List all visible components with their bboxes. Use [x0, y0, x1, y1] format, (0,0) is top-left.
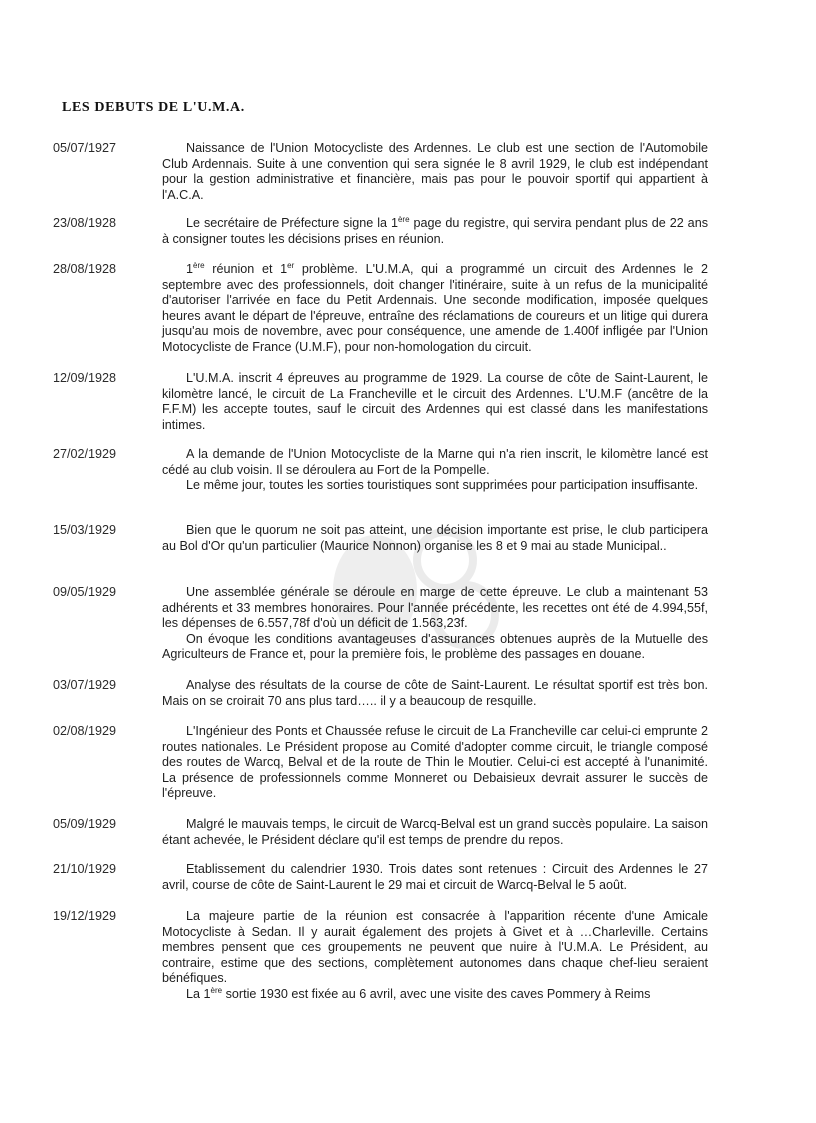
entry-paragraph: A la demande de l'Union Motocycliste de la Marne qui n'a rien inscrit, le kilomètre lancé est cédé au club voisin. Il se déroulera au Fort de la Pompelle.: [162, 447, 708, 477]
entry-text: [162, 141, 708, 203]
entry-date: 27/02/1929: [53, 447, 117, 461]
entry-paragraph: Malgré le mauvais temps, le circuit de Warcq-Belval est un grand succès populaire. La saison étant achevée, le Président déclare qu'il est temps de prendre du repos.: [162, 817, 708, 847]
entry-paragraph: La majeure partie de la réunion est consacrée à l'apparition récente d'une Amicale Motocycliste à Sedan. Il y aurait également des projets à Givet et à …Charleville. Certains membres pensent que ces groupements ne peuvent que nuire à l'U.M.A. Le Président, au contraire, estime que des sections, complètement autonomes dans chaque chef-lieu seraient bénéfiques.: [162, 909, 708, 986]
entry-paragraph: Bien que le quorum ne soit pas atteint, une décision importante est prise, le club participera au Bol d'Or qu'un particulier (Maurice Nonnon) organise les 8 et 9 mai au stade Municipal..: [162, 523, 708, 553]
entry-paragraph: On évoque les conditions avantageuses d'assurances obtenues auprès de la Mutuelle des Agriculteurs de France et, pour la première fois, le problème des passages en douane.: [162, 631, 708, 662]
entry-date: 12/09/1928: [53, 371, 117, 385]
entry-paragraph: Naissance de l'Union Motocycliste des Ardennes. Le club est une section de l'Automobile Club Ardennais. Suite à une convention qui sera signée le 8 avril 1929, le club est indépendant pour la gestion administrative et financière, mais pas pour le pouvoir sportif qui appartient à l'A.C.A.: [162, 141, 708, 202]
entry-text: [162, 447, 708, 494]
entry-paragraph: Le même jour, toutes les sorties touristiques sont supprimées pour participation insuffisante.: [186, 478, 699, 493]
entry-paragraph: 1ère réunion et 1er problème. L'U.M.A, qui a programmé un circuit des Ardennes le 2 septembre avec des professionnels, doit changer l'itinéraire, suite à un refus de la municipalité d'autoriser l'arrivée en face du Petit Ardennais. Une seconde modification, imposée quelques heures avant le départ de l'épreuve, entraîne des réclamations de coureurs et un litige qui durera jusqu'au mois de novembre, avec pour conséquence, une amende de 1.400f infligée par l'Union Motocycliste de France (U.M.F), pour non-homologation du circuit.: [162, 261, 708, 354]
entry-text: [162, 523, 708, 554]
entry-date: 28/08/1928: [53, 262, 117, 276]
page-title: LES DEBUTS DE L'U.M.A.: [62, 100, 245, 115]
entry-date: 15/03/1929: [53, 523, 117, 537]
entry-date: 05/07/1927: [53, 141, 117, 155]
entry-date: 19/12/1929: [53, 909, 117, 923]
entry-paragraph: Etablissement du calendrier 1930. Trois dates sont retenues : Circuit des Ardennes le 27 avril, course de côte de Saint-Laurent le 29 mai et circuit de Warcq-Belval le 5 août.: [162, 862, 708, 892]
entry-text: [162, 909, 708, 1003]
entry-date: 09/05/1929: [53, 585, 117, 599]
entry-date: 03/07/1929: [53, 678, 117, 692]
entry-text: [162, 585, 708, 663]
entry-paragraph: La 1ère sortie 1930 est fixée au 6 avril, avec une visite des caves Pommery à Reims: [186, 985, 651, 1001]
entry-date: 05/09/1929: [53, 817, 117, 831]
entry-date: 23/08/1928: [53, 216, 117, 230]
entry-text: [162, 817, 708, 848]
entry-paragraph: Le secrétaire de Préfecture signe la 1ère page du registre, qui servira pendant plus de 22 ans à consigner toutes les décisions prises en réunion.: [162, 215, 708, 246]
entry-date: 02/08/1929: [53, 724, 117, 738]
entry-text: [162, 262, 708, 356]
entry-paragraph: L'Ingénieur des Ponts et Chaussée refuse le circuit de La Francheville car celui-ci emprunte 2 routes nationales. Le Président propose au Comité d'adopter comme circuit, le triangle composé des routes de Warcq, Belval et de la route de Thin le Moutier. Celui-ci est accepté à l'unanimité. La présence de professionnels comme Monneret ou Debaisieux devrait assurer le succès de l'épreuve.: [162, 724, 708, 801]
entry-text: [162, 371, 708, 433]
entry-text: [162, 678, 708, 709]
entry-paragraph: Analyse des résultats de la course de côte de Saint-Laurent. Le résultat sportif est très bon. Mais on se croirait 70 ans plus tard….. il y a beaucoup de resquille.: [162, 678, 708, 708]
entry-text: [162, 862, 708, 893]
entry-date: 21/10/1929: [53, 862, 117, 876]
entry-paragraph: L'U.M.A. inscrit 4 épreuves au programme de 1929. La course de côte de Saint-Laurent, le kilomètre lancé, le circuit de La Francheville et le circuit des Ardennes. L'U.M.F (ancêtre de la F.F.M) les accepte toutes, sauf le circuit des Ardennes qui est classé dans les manifestations intimes.: [162, 371, 708, 432]
entry-text: [162, 724, 708, 802]
entry-text: [162, 216, 708, 247]
entry-paragraph: Une assemblée générale se déroule en marge de cette épreuve. Le club a maintenant 53 adhérents et 33 membres honoraires. Pour l'année précédente, les recettes ont été de 4.994,55f, les dépenses de 6.557,78f d'où un déficit de 1.563,23f.: [162, 585, 708, 631]
